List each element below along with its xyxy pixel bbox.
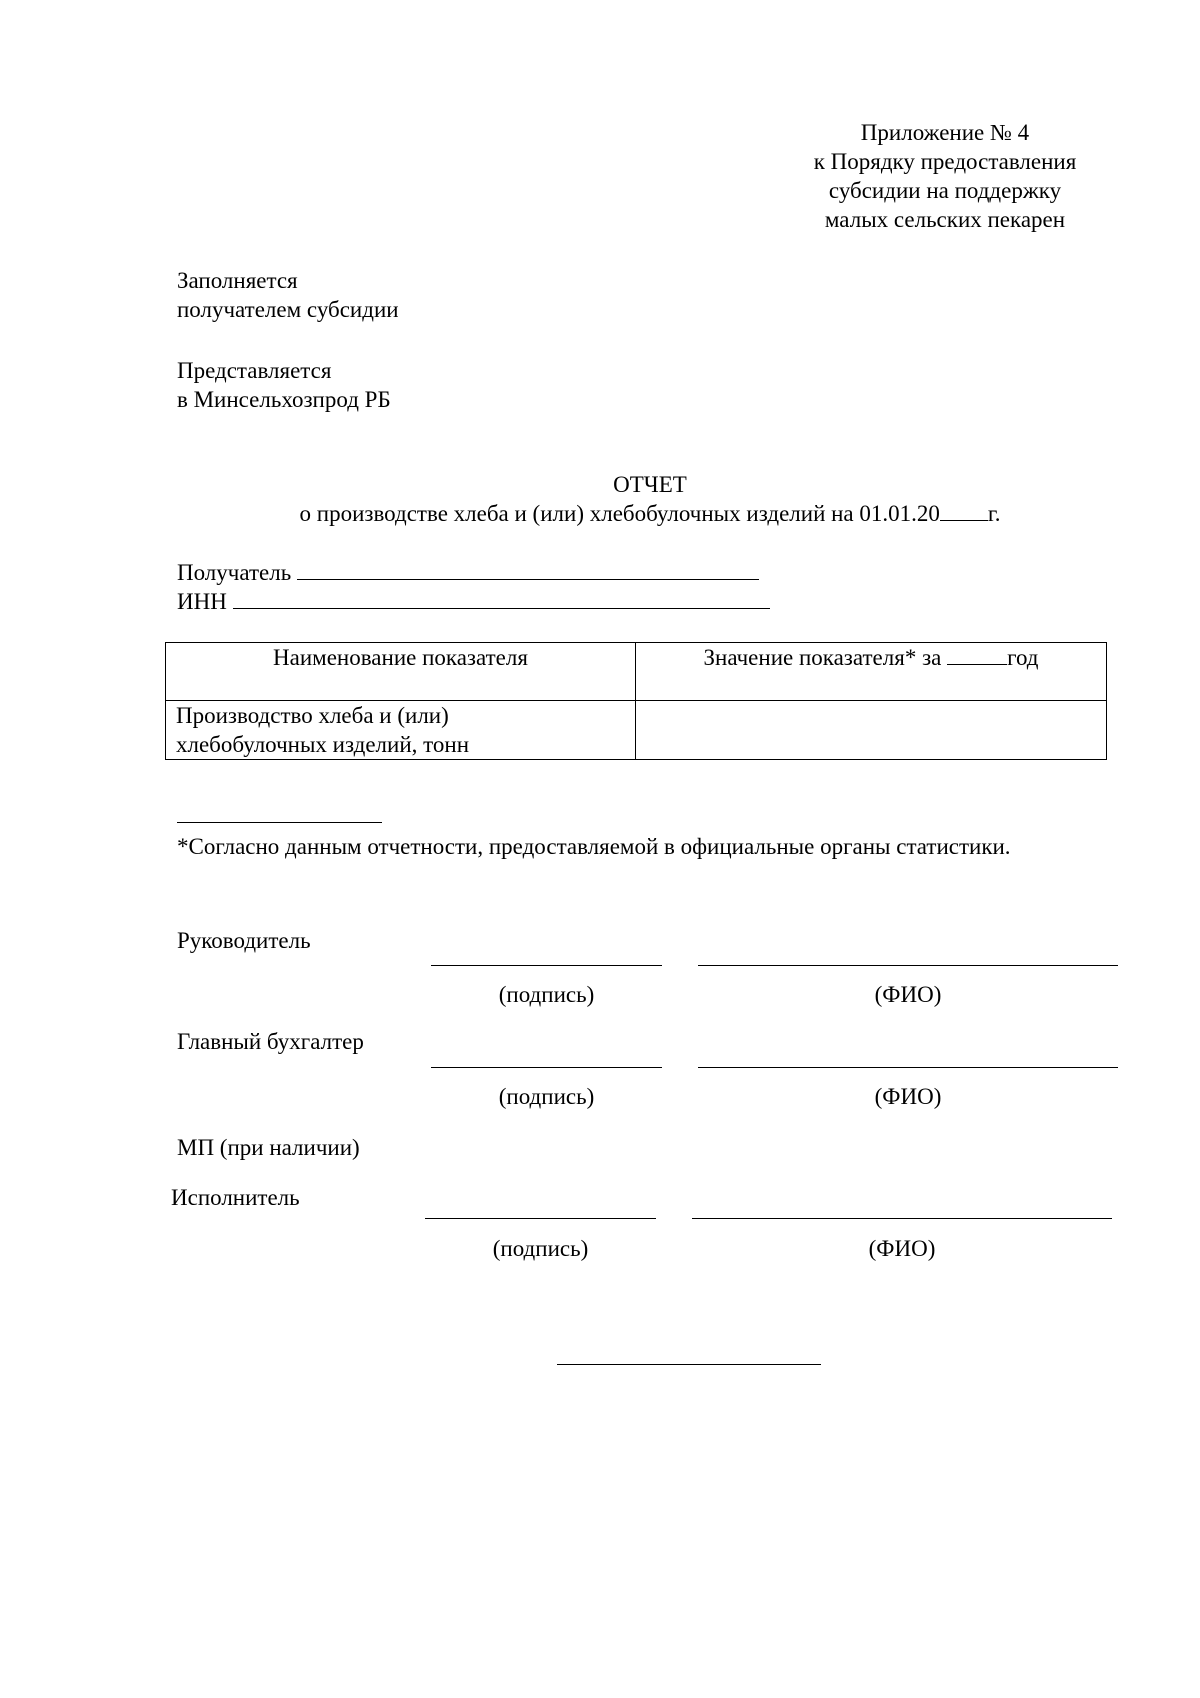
indicator-value-header-text: Значение показателя* за (703, 645, 942, 670)
submitted-to-note (177, 356, 391, 414)
indicator-name-line-1: Производство хлеба и (или) (176, 703, 449, 728)
recipient-field[interactable] (297, 559, 759, 580)
indicator-name-cell (166, 701, 636, 760)
appendix-line-3: субсидии на поддержку (828, 178, 1062, 203)
indicator-name-line-2: хлебобулочных изделий, тонн (176, 732, 470, 757)
inn-label: ИНН (177, 589, 227, 614)
accountant-name-line[interactable] (698, 1067, 1118, 1068)
head-signature-line[interactable] (431, 965, 662, 966)
period-year-blank[interactable] (947, 646, 1007, 665)
accountant-signature-caption: (подпись) (498, 1084, 595, 1109)
indicator-value-header (636, 643, 1107, 701)
indicator-value-header-suffix: год (1007, 645, 1039, 670)
recipient-label: Получатель (177, 560, 292, 585)
appendix-line-2: к Порядку предоставления (813, 149, 1077, 174)
submitted-to-line-1: Представляется (177, 358, 332, 383)
accountant-name-caption: (ФИО) (874, 1084, 942, 1109)
report-subtitle-suffix: г. (987, 501, 1001, 526)
indicator-table (165, 642, 1107, 760)
report-subtitle (0, 499, 1200, 528)
executor-name-line[interactable] (692, 1218, 1112, 1219)
table-row (166, 701, 1107, 760)
executor-signature-line[interactable] (425, 1218, 656, 1219)
accountant-signature-line[interactable] (431, 1067, 662, 1068)
stamp-label: МП (при наличии) (177, 1135, 360, 1160)
appendix-reference (800, 118, 1090, 234)
head-name-line[interactable] (698, 965, 1118, 966)
table-header-row (166, 643, 1107, 701)
recipient-row (177, 558, 759, 587)
executor-name-caption: (ФИО) (868, 1236, 936, 1261)
executor-signature-caption: (подпись) (492, 1236, 589, 1261)
footnote: *Согласно данным отчетности, предоставляемой в официальные органы статистики. (177, 834, 1011, 859)
head-label: Руководитель (177, 928, 311, 953)
appendix-number: Приложение № 4 (860, 120, 1030, 145)
head-signature-caption: (подпись) (498, 982, 595, 1007)
filled-by-line-1: Заполняется (177, 268, 298, 293)
head-name-caption: (ФИО) (874, 982, 942, 1007)
year-blank[interactable] (940, 500, 988, 521)
inn-row (177, 587, 770, 616)
indicator-value-cell[interactable] (636, 701, 1107, 760)
filled-by-note (177, 266, 399, 324)
report-subtitle-text: о производстве хлеба и (или) хлебобулочных изделий на 01.01.20 (299, 501, 940, 526)
accountant-label: Главный бухгалтер (177, 1029, 364, 1054)
submitted-to-line-2: в Минсельхозпрод РБ (177, 387, 391, 412)
inn-field[interactable] (233, 588, 770, 609)
report-title: ОТЧЕТ (613, 472, 687, 497)
appendix-line-4: малых сельских пекарен (824, 207, 1066, 232)
filled-by-line-2: получателем субсидии (177, 297, 399, 322)
executor-label: Исполнитель (171, 1185, 300, 1210)
end-separator (557, 1364, 821, 1365)
footnote-separator (177, 822, 382, 823)
indicator-name-header: Наименование показателя (166, 643, 636, 701)
